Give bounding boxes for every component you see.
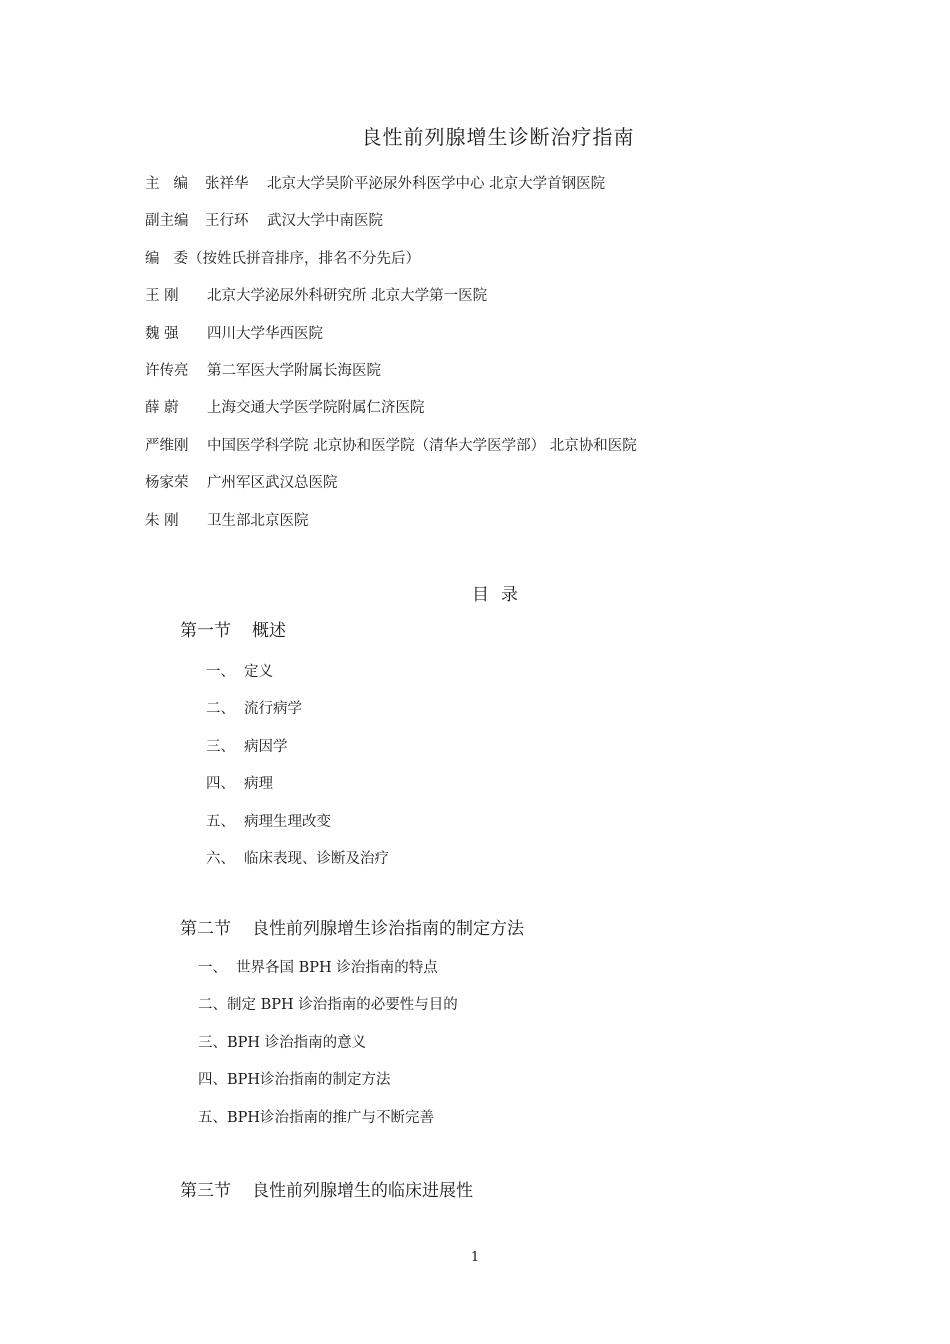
editor-affiliation: 北京大学吴阶平泌尿外科医学中心 北京大学首钢医院 bbox=[267, 176, 606, 192]
item-text: 病理 bbox=[244, 776, 273, 793]
toc-item[interactable] bbox=[180, 729, 820, 766]
item-number: 一、 bbox=[198, 960, 227, 976]
section-heading[interactable] bbox=[180, 1176, 820, 1206]
item-number: 六、 bbox=[206, 850, 235, 867]
toc-title: 目录 bbox=[472, 585, 530, 605]
editor-row-board bbox=[145, 246, 845, 283]
document-title: 良性前列腺增生诊断治疗指南 bbox=[361, 125, 635, 149]
toc-item[interactable] bbox=[180, 1100, 820, 1137]
page-number: 1 bbox=[470, 1250, 480, 1265]
item-number: 三、 bbox=[198, 1034, 227, 1051]
editor-row-member bbox=[145, 358, 845, 395]
item-text: 定义 bbox=[244, 664, 273, 680]
editor-name: 严维刚 bbox=[145, 437, 189, 454]
item-text: BPH诊治指南的推广与不断完善 bbox=[227, 1109, 435, 1126]
editor-name: 魏 强 bbox=[145, 325, 179, 342]
editor-affiliation: 第二军医大学附属长海医院 bbox=[207, 362, 381, 379]
toc-item[interactable] bbox=[180, 766, 820, 803]
section-number: 第二节 bbox=[180, 919, 231, 939]
item-text: BPH 诊治指南的意义 bbox=[227, 1034, 367, 1051]
editor-affiliation: 北京大学泌尿外科研究所 北京大学第一医院 bbox=[207, 288, 488, 305]
editor-affiliation: 卫生部北京医院 bbox=[207, 512, 309, 529]
editor-row-member bbox=[145, 395, 845, 432]
section-heading[interactable] bbox=[180, 616, 820, 646]
toc-item[interactable] bbox=[180, 987, 820, 1024]
toc-section-1 bbox=[180, 616, 820, 878]
editor-row-deputy bbox=[145, 208, 845, 245]
editor-name: 许传亮 bbox=[145, 362, 189, 379]
item-text: BPH诊治指南的制定方法 bbox=[227, 1072, 391, 1089]
editor-affiliation: 广州军区武汉总医院 bbox=[207, 475, 338, 492]
toc-item[interactable] bbox=[180, 950, 820, 987]
item-text: 临床表现、诊断及治疗 bbox=[244, 850, 389, 867]
item-number: 五、 bbox=[206, 813, 235, 830]
editor-row-member bbox=[145, 470, 845, 507]
item-text: 世界各国 BPH 诊治指南的特点 bbox=[236, 960, 438, 976]
editor-note: （按姓氏拼音排序，排名不分先后） bbox=[188, 250, 420, 267]
editor-row-chief bbox=[145, 171, 845, 208]
toc-item[interactable] bbox=[180, 841, 820, 878]
editor-name: 张祥华 bbox=[205, 176, 249, 192]
section-title: 良性前列腺增生的临床进展性 bbox=[252, 1181, 473, 1201]
editor-affiliation: 中国医学科学院 北京协和医学院（清华大学医学部） 北京协和医院 bbox=[207, 437, 637, 454]
item-text: 制定 BPH 诊治指南的必要性与目的 bbox=[227, 997, 458, 1014]
editor-name: 王 刚 bbox=[145, 288, 179, 305]
item-text: 流行病学 bbox=[244, 701, 302, 718]
editor-name: 杨家荣 bbox=[145, 475, 189, 492]
toc-section-3 bbox=[180, 1176, 820, 1206]
item-number: 一、 bbox=[206, 664, 235, 680]
item-number: 二、 bbox=[198, 997, 227, 1014]
toc-item[interactable] bbox=[180, 1025, 820, 1062]
item-number: 二、 bbox=[206, 701, 235, 718]
section-number: 第一节 bbox=[180, 621, 231, 641]
item-number: 四、 bbox=[206, 776, 235, 793]
editor-affiliation: 四川大学华西医院 bbox=[207, 325, 323, 342]
section-title: 概述 bbox=[252, 621, 286, 641]
section-number: 第三节 bbox=[180, 1181, 231, 1201]
editor-affiliation: 上海交通大学医学院附属仁济医院 bbox=[207, 400, 425, 417]
item-number: 五、 bbox=[198, 1109, 227, 1126]
editor-list bbox=[145, 171, 845, 545]
editor-row-member bbox=[145, 433, 845, 470]
toc-item[interactable] bbox=[180, 804, 820, 841]
editor-row-member bbox=[145, 321, 845, 358]
editor-name: 朱 刚 bbox=[145, 512, 179, 529]
toc-item[interactable] bbox=[180, 1062, 820, 1099]
editor-row-member bbox=[145, 508, 845, 545]
toc-item[interactable] bbox=[180, 654, 820, 691]
item-text: 病因学 bbox=[244, 738, 288, 755]
editor-name: 王行环 bbox=[205, 213, 249, 230]
editor-row-member bbox=[145, 283, 845, 320]
section-heading[interactable] bbox=[180, 914, 820, 944]
toc-item[interactable] bbox=[180, 691, 820, 728]
item-number: 四、 bbox=[198, 1072, 227, 1089]
toc-section-2 bbox=[180, 914, 820, 1137]
section-title: 良性前列腺增生诊治指南的制定方法 bbox=[252, 919, 524, 939]
editor-name: 薛 蔚 bbox=[145, 400, 179, 417]
editor-affiliation: 武汉大学中南医院 bbox=[267, 213, 383, 230]
item-number: 三、 bbox=[206, 738, 235, 755]
editor-role: 主编 bbox=[145, 176, 202, 192]
editor-role: 副主编 bbox=[145, 213, 189, 230]
item-text: 病理生理改变 bbox=[244, 813, 331, 830]
editor-role: 编委 bbox=[145, 250, 202, 267]
